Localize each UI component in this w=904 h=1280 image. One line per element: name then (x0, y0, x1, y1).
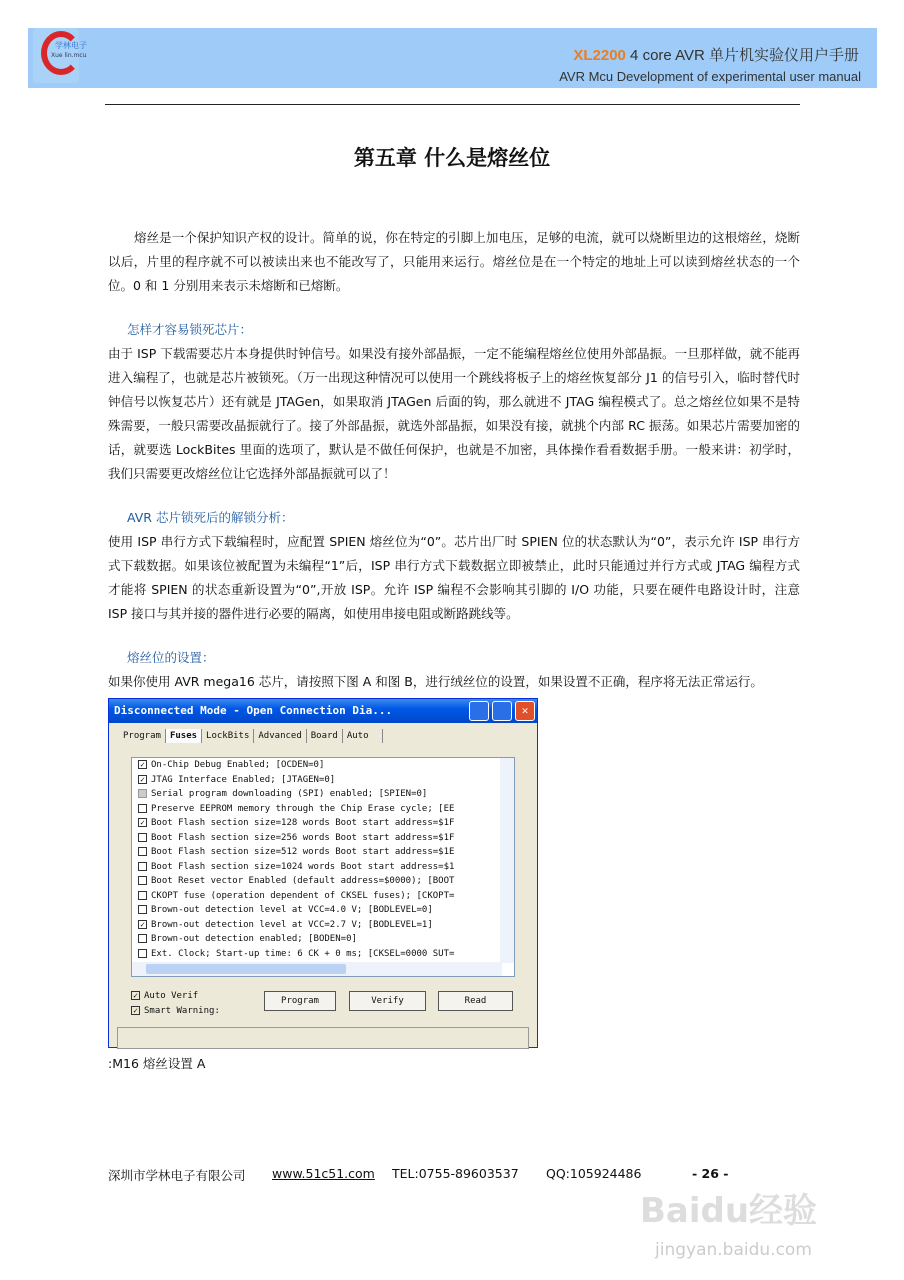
fuse-label: Ext. Clock; Start-up time: 6 CK + 0 ms; [CKSEL=0000 SUT= (151, 948, 455, 959)
tab-auto[interactable]: Auto (343, 729, 383, 743)
footer-qq: QQ:105924486 (546, 1166, 642, 1181)
model-name: XL2200 (573, 47, 626, 64)
fuse-checkbox[interactable]: ✓ (138, 760, 147, 769)
watermark-url: jingyan.baidu.com (655, 1240, 812, 1260)
fuse-label: Boot Flash section size=1024 words Boot start address=$1 (151, 861, 455, 872)
fuse-checkbox[interactable] (138, 934, 147, 943)
fuse-row[interactable] (132, 947, 514, 962)
fuse-dialog-screenshot (108, 698, 538, 1048)
fuse-label: Boot Flash section size=256 words Boot start address=$1F (151, 832, 455, 843)
maximize-icon[interactable] (492, 701, 512, 721)
fuse-list[interactable] (131, 757, 515, 977)
tab-advanced[interactable]: Advanced (254, 729, 306, 743)
fuse-checkbox[interactable] (138, 949, 147, 958)
smart-warning-label: Smart Warning: (144, 1006, 220, 1016)
page-header (28, 28, 877, 88)
fuse-row[interactable] (132, 903, 514, 918)
fuse-label: Brown-out detection level at VCC=2.7 V; [BODLEVEL=1] (151, 919, 433, 930)
fuse-checkbox[interactable] (138, 905, 147, 914)
page-number: - 26 - (692, 1166, 729, 1181)
section-body: 如果你使用 AVR mega16 芯片，请按照下图 A 和图 B，进行绒丝位的设置，如果设置不正确，程序将无法正常运行。 (108, 674, 763, 689)
fuse-checkbox[interactable] (138, 804, 147, 813)
tab-lockbits[interactable]: LockBits (202, 729, 254, 743)
auto-verify-label: Auto Verif (144, 991, 199, 1001)
fuse-checkbox[interactable] (138, 833, 147, 842)
company-logo (33, 28, 87, 83)
read-button[interactable]: Read (438, 991, 513, 1011)
header-title-text: 4 core AVR 单片机实验仪用户手册 (625, 47, 859, 64)
smart-warning-checkbox[interactable]: ✓ Smart Warning: (131, 1006, 220, 1016)
header-rule (105, 104, 800, 105)
dialog-titlebar (109, 699, 537, 723)
fuse-checkbox[interactable] (138, 847, 147, 856)
fuse-checkbox[interactable] (138, 891, 147, 900)
header-title (573, 44, 859, 65)
vertical-scrollbar[interactable] (500, 758, 514, 963)
fuse-checkbox[interactable]: ✓ (138, 818, 147, 827)
tab-fuses[interactable]: Fuses (166, 729, 202, 743)
verify-button[interactable]: Verify (349, 991, 426, 1011)
dialog-tabs (119, 729, 383, 743)
header-subtitle: AVR Mcu Development of experimental user manual (559, 69, 861, 84)
section-heading: 熔丝位的设置： (127, 650, 215, 665)
horizontal-scrollbar[interactable] (132, 962, 502, 976)
section-heading: 怎样才容易锁死芯片： (127, 322, 253, 337)
fuse-row[interactable] (132, 845, 514, 860)
close-icon[interactable]: ✕ (515, 701, 535, 721)
dialog-title: Disconnected Mode - Open Connection Dia... (114, 704, 393, 717)
fuse-label: Boot Flash section size=128 words Boot start address=$1F (151, 818, 455, 828)
footer-tel: TEL:0755-89603537 (392, 1166, 519, 1181)
fuse-row[interactable] (132, 787, 514, 802)
fuse-row[interactable] (132, 860, 514, 875)
fuse-label: Brown-out detection level at VCC=4.0 V; [BODLEVEL=0] (151, 905, 433, 915)
fuse-row[interactable] (132, 802, 514, 817)
fuse-row[interactable] (132, 918, 514, 933)
status-box (117, 1027, 529, 1049)
program-button[interactable]: Program (264, 991, 336, 1011)
tab-board[interactable]: Board (307, 729, 343, 743)
main-content (108, 226, 800, 1074)
fuse-row[interactable] (132, 816, 514, 831)
fuse-checkbox[interactable]: ✓ (138, 775, 147, 784)
fuse-checkbox[interactable] (138, 876, 147, 885)
chapter-title: 第五章 什么是熔丝位 (353, 146, 551, 170)
footer-url[interactable]: www.51c51.com (272, 1166, 375, 1181)
fuse-label: Preserve EEPROM memory through the Chip Erase cycle; [EE (151, 803, 455, 814)
section-body: 使用 ISP 串行方式下载编程时，应配置 SPIEN 熔丝位为“0”。芯片出厂时 SPIEN 位的状态默认为“0”，表示允许 ISP 串行方式下载数据。如果该位被配置为未编程“1”后，ISP 串行方式下载数据立即被禁止，此时只能通过并行方式或 JTAG 编程方式才能将 SPIEN 的状态重新设置为“0”,开放 ISP。允许 ISP 编程不会影响其引脚的 I/O 功能，只要在硬件电路设计时，注意 ISP 接口与其并接的器件进行必要的隔离，如使用串接电阻或断路跳线等。 (108, 534, 800, 621)
logo-en: Xue lin.mcu (51, 52, 87, 59)
footer-company: 深圳市学林电子有限公司 (108, 1168, 246, 1183)
tab-program[interactable]: Program (119, 729, 166, 743)
minimize-icon[interactable] (469, 701, 489, 721)
fuse-row[interactable] (132, 889, 514, 904)
figure-caption: :M16 熔丝设置 A (108, 1056, 206, 1071)
fuse-row[interactable] (132, 773, 514, 788)
auto-verify-checkbox[interactable]: ✓ Auto Verif (131, 991, 198, 1001)
fuse-label: Boot Flash section size=512 words Boot start address=$1E (151, 847, 455, 857)
fuse-label: JTAG Interface Enabled; [JTAGEN=0] (151, 774, 336, 785)
fuse-label: Brown-out detection enabled; [BODEN=0] (151, 934, 357, 944)
fuse-row[interactable] (132, 932, 514, 947)
fuse-label: On-Chip Debug Enabled; [OCDEN=0] (151, 760, 325, 770)
watermark-logo: Baidu经验 (640, 1191, 818, 1231)
logo-cn: 学林电子 (55, 41, 87, 50)
intro-paragraph: 熔丝是一个保护知识产权的设计。简单的说，你在特定的引脚上加电压，足够的电流，就可以烧断里边的这根熔丝，烧断以后，片里的程序就不可以被读出来也不能改写了，只能用来运行。熔丝位是在一个特定的地址上可以读到熔丝状态的一个位。0 和 1 分别用来表示未熔断和已熔断。 (108, 230, 800, 293)
fuse-checkbox[interactable]: ✓ (138, 920, 147, 929)
fuse-row[interactable] (132, 758, 514, 773)
fuse-label: Boot Reset vector Enabled (default address=$0000); [BOOT (151, 876, 455, 886)
fuse-label: Serial program downloading (SPI) enabled; [SPIEN=0] (151, 789, 428, 799)
fuse-label: CKOPT fuse (operation dependent of CKSEL fuses); [CKOPT= (151, 890, 455, 901)
fuse-row[interactable] (132, 831, 514, 846)
fuse-checkbox[interactable] (138, 862, 147, 871)
section-heading: AVR 芯片锁死后的解锁分析： (127, 510, 294, 525)
fuse-row[interactable] (132, 874, 514, 889)
section-body: 由于 ISP 下载需要芯片本身提供时钟信号。如果没有接外部晶振，一定不能编程熔丝位使用外部晶振。一旦那样做，就不能再进入编程了，也就是芯片被锁死。（万一出现这种情况可以使用一个跳线将板子上的熔丝恢复部分 J1 的信号引入，临时替代时钟信号以恢复芯片）还有就是 JTAGen，如果取消 JTAGen 后面的钩，那么就进不 JTAG 编程模式了。总之熔丝位如果不是特殊需要，一般只需要改晶振就行了。接了外部晶振，就选外部晶振，如果没有接，就挑个内部 RC 振荡。如果芯片需要加密的话，就要选 LockBites 里面的选项了，默认是不做任何保护，也就是不加密，具体操作看看数据手册。一般来讲：初学时，我们只需要更改熔丝位让它选择外部晶振就可以了！ (108, 346, 800, 481)
fuse-checkbox[interactable] (138, 789, 147, 798)
